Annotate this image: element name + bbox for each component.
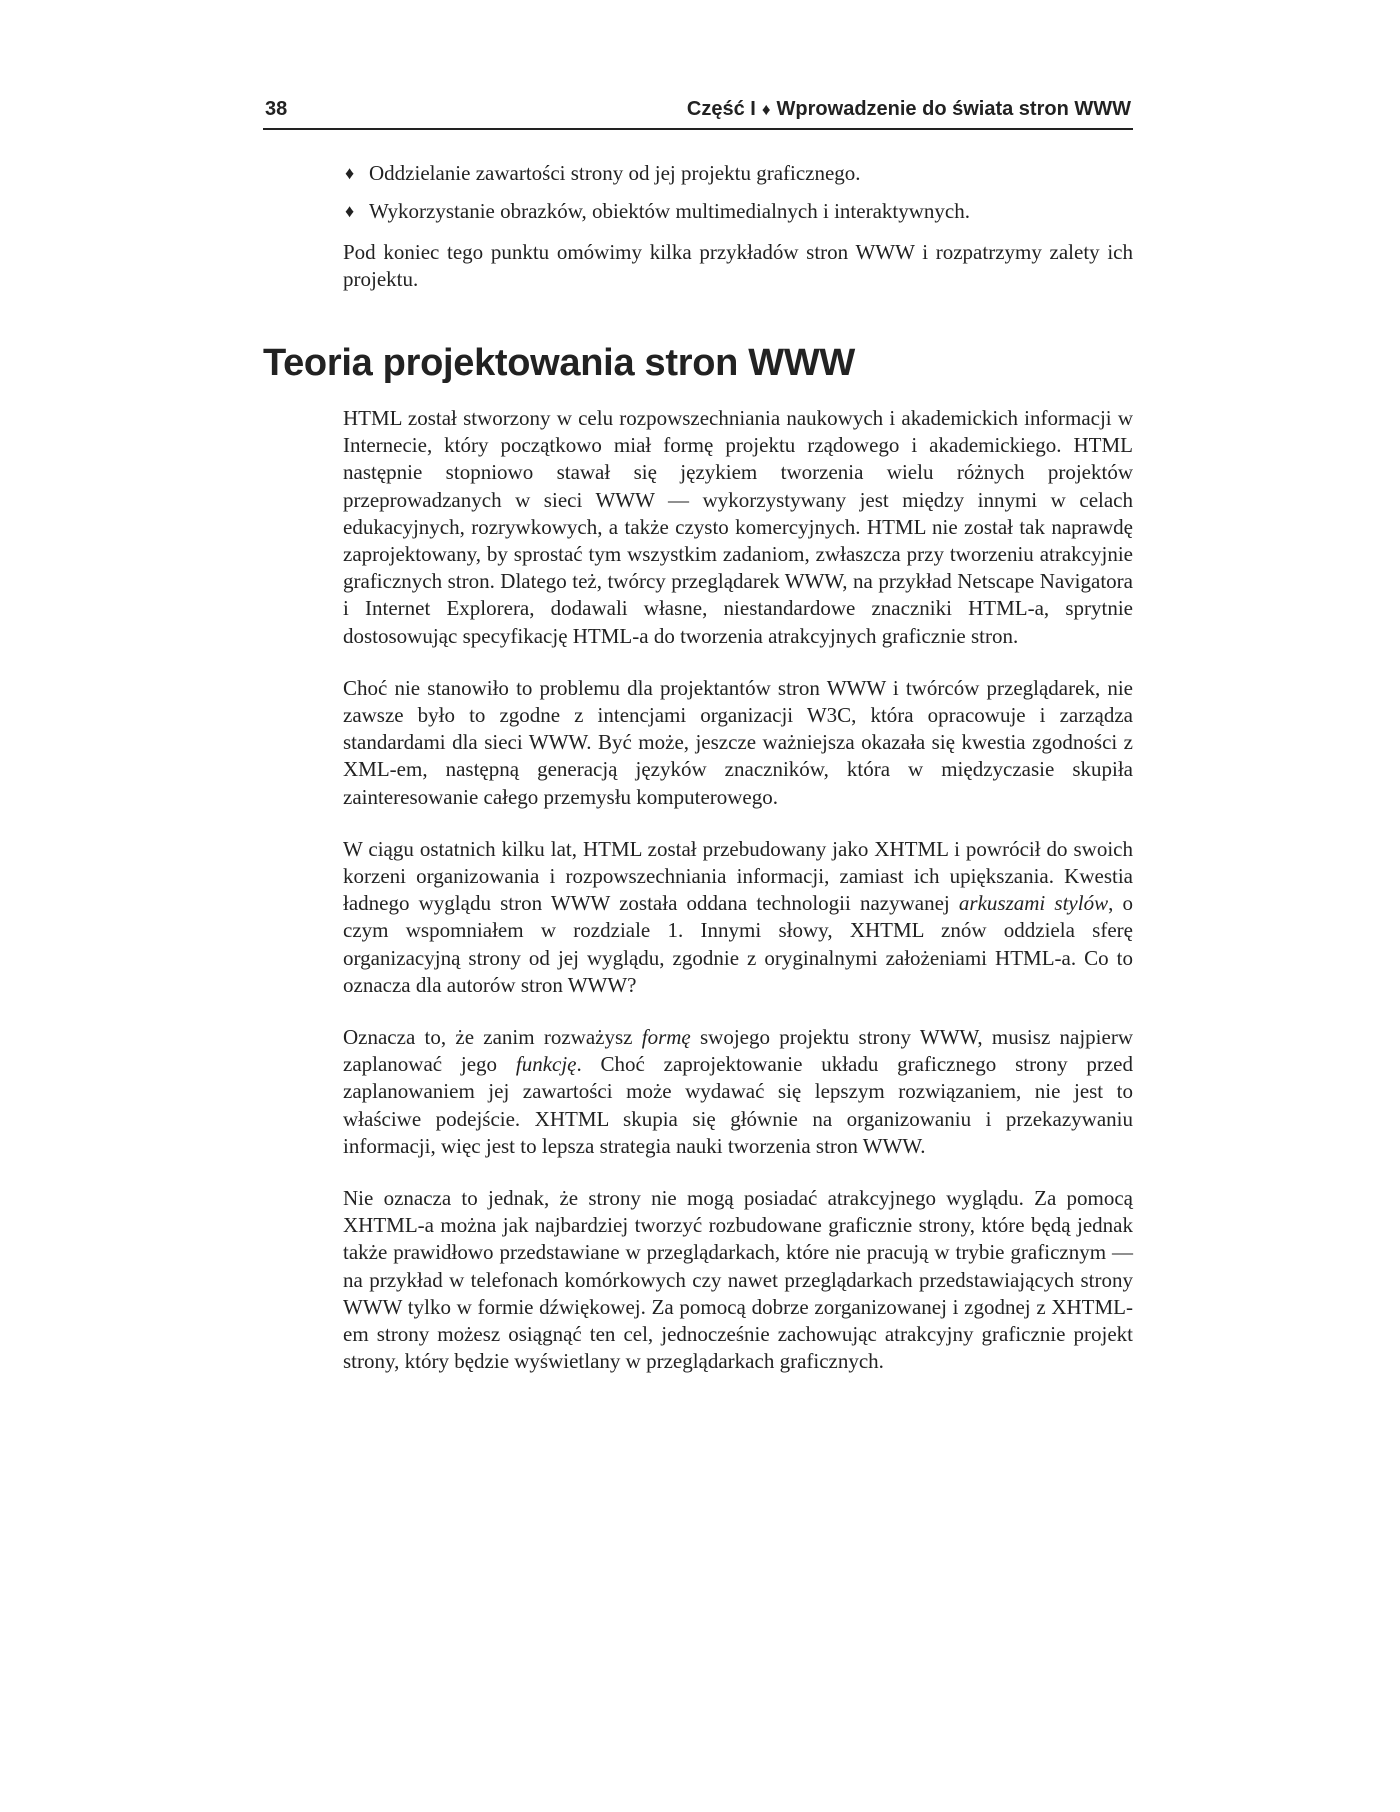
emphasis-arkuszami-stylow: arkuszami stylów — [958, 891, 1109, 916]
paragraph-5: Nie oznacza to jednak, że strony nie mogą posiadać atrakcyjnego wyglądu. Za pomocą XHTML-a można jak najbardziej tworzyć rozbudowane graficznie strony, które będą jednak także prawidłowo przedstawiane w przeglądarkach, które nie pracują w trybie graficznym — na przykład w telefonach komórkowych czy nawet przeglądarkach przedstawiających strony WWW tylko w formie dźwiękowej. Za pomocą dobrze zorganizowanej i zgodnej z XHTML-em strony możesz osiągnąć ten cel, jednocześnie zachowując atrakcyjny graficznie projekt strony, który będzie wyświetlany w przeglądarkach graficznych. — [343, 1186, 1133, 1374]
section-title: Teoria projektowania stron WWW — [263, 342, 855, 384]
paragraph-1: HTML został stworzony w celu rozpowszechniania naukowych i akademickich informacji w Internecie, który początkowo miał formę projektu rządowego i akademickiego. HTML następnie stopniowo stawał się językiem tworzenia wielu różnych projektów przeprowadzanych w sieci WWW — wykorzystywany jest między innymi w celach edukacyjnych, rozrywkowych, a także czysto komercyjnych. HTML nie został tak naprawdę zaprojektowany, by sprostać tym wszystkim zadaniom, zwłaszcza przy tworzeniu atrakcyjnie graficznych stron. Dlatego też, twórcy przeglądarek WWW, na przykład Netscape Navigatora i Internet Explorera, dodawali własne, niestandardowe znaczniki HTML-a, sprytnie dostosowując specyfikację HTML-a do tworzenia atrakcyjnych graficznie stron. — [343, 406, 1133, 648]
list-item — [343, 198, 1133, 225]
paragraph-4-text-c: . Choć zaprojektowanie układu graficznego strony przed zaplanowaniem jej zawartości może wydawać się lepszym rozwiązaniem, nie jest to właściwe podejście. XHTML skupia się głównie na organizowaniu i przekazywaniu informacji, więc jest to lepsza strategia nauki tworzenia stron WWW. — [343, 1052, 1133, 1158]
part-title: Wprowadzenie do świata stron WWW — [776, 98, 1131, 120]
list-item-text: Wykorzystanie obrazków, obiektów multimedialnych i interaktywnych. — [369, 199, 970, 223]
paragraph-3-text-a: W ciągu ostatnich kilku lat, HTML został przebudowany jako XHTML i powrócił do swoich korzeni organizowania i rozpowszechniania informacji, zamiast ich upiększania. Kwestia ładnego wyglądu stron WWW została oddana technologii nazywanej — [343, 836, 1133, 916]
diamond-bullet-icon: ♦ — [345, 201, 355, 221]
intro-paragraph: Pod koniec tego punktu omówimy kilka przykładów stron WWW i rozpatrzymy zalety ich projektu. — [343, 240, 1133, 291]
paragraph-3-text-b: , o czym wspomniałem w rozdziale 1. Innymi słowy, XHTML znów oddziela sferę organizacyjną strony od jej wyglądu, zgodnie z oryginalnymi założeniami HTML-a. Co to oznacza dla autorów stron WWW? — [343, 891, 1133, 997]
page-number: 38 — [265, 98, 288, 120]
bullet-list — [343, 160, 1133, 225]
running-header — [263, 96, 1133, 130]
part-label: Część I — [686, 98, 756, 120]
running-title — [687, 98, 1131, 121]
paragraph-4-text-b: swojego projektu strony WWW, musisz najpierw zaplanować jego — [343, 1025, 1133, 1077]
intro-block — [343, 160, 1133, 318]
list-item-text: Oddzielanie zawartości strony od jej projektu graficznego. — [369, 161, 861, 185]
paragraph-4-text-a: Oznacza to, że zanim rozważysz — [343, 1025, 642, 1050]
paragraph-4 — [343, 1024, 1133, 1160]
emphasis-forme: formę — [641, 1025, 691, 1050]
paragraph-2: Choć nie stanowiło to problemu dla projektantów stron WWW i twórców przeglądarek, nie zawsze było to zgodne z intencjami organizacji W3C, która opracowuje i zarządza standardami dla sieci WWW. Być może, jeszcze ważniejsza okazała się kwestia zgodności z XML-em, następną generacją języków znaczników, która w międzyczasie skupiła zainteresowanie całego przemysłu komputerowego. — [343, 675, 1133, 809]
diamond-bullet-icon: ♦ — [345, 163, 355, 183]
paragraph-3 — [343, 836, 1133, 999]
diamond-separator-icon: ♦ — [761, 100, 771, 119]
emphasis-funkcje: funkcję — [515, 1052, 577, 1077]
list-item — [343, 160, 1133, 187]
section-body — [343, 405, 1133, 1401]
